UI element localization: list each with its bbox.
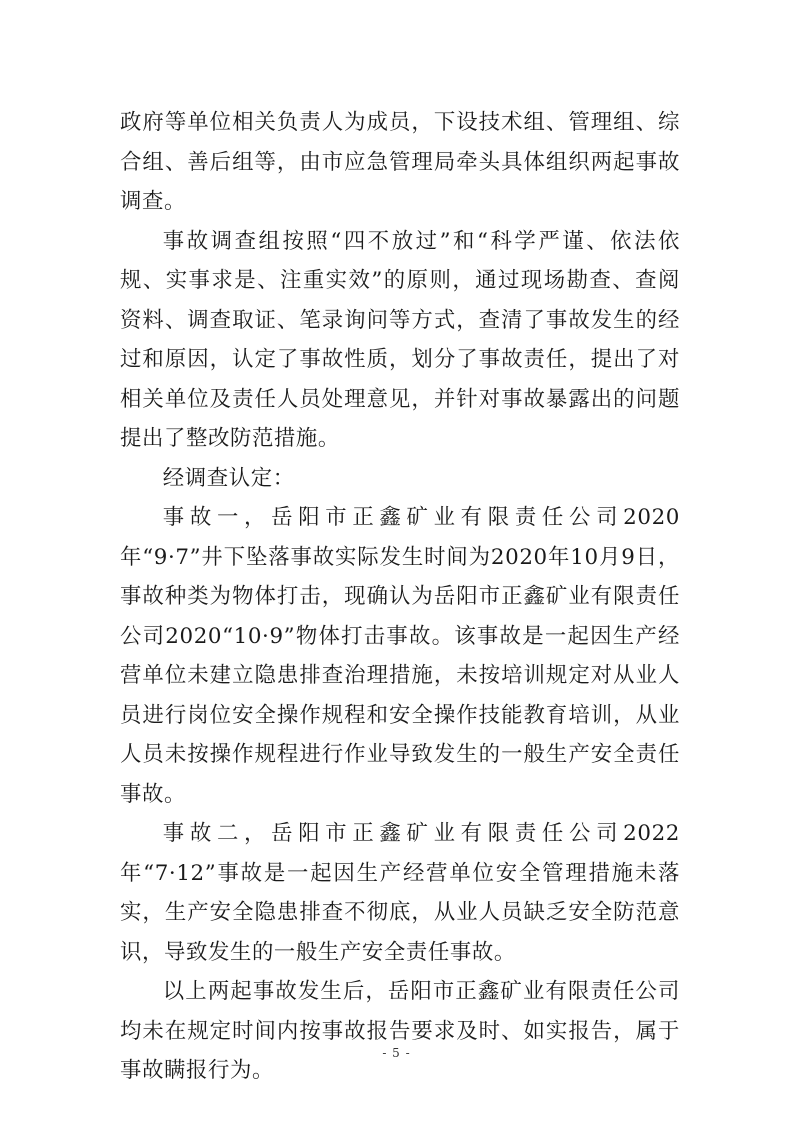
paragraph-accident-two: 事故二，岳阳市正鑫矿业有限责任公司2022年“7·12”事故是一起因生产经营单位安全管理措施未落实，生产安全隐患排查不彻底，从业人员缺乏安全防范意识，导致发生的一般生产安全责任事故。 xyxy=(120,821,680,965)
paragraph-investigation-method: 事故调查组按照“四不放过”和“科学严谨、依法依规、实事求是、注重实效”的原则，通过现场勘查、查阅资料、调查取证、笔录询问等方式，查清了事故发生的经过和原因，认定了事故性质，划分了事故责任，提出了对相关单位及责任人员处理意见，并针对事故暴露出的问题提出了整改防范措施。 xyxy=(120,228,680,451)
paragraph-finding-intro: 经调查认定： xyxy=(162,465,295,491)
paragraph-continuation: 政府等单位相关负责人为成员，下设技术组、管理组、综合组、善后组等，由市应急管理局牵头具体组织两起事故调查。 xyxy=(120,110,680,214)
document-body xyxy=(120,103,680,1091)
paragraph-concealment: 以上两起事故发生后，岳阳市正鑫矿业有限责任公司均未在规定时间内按事故报告要求及时、如实报告，属于事故瞒报行为。 xyxy=(120,979,680,1083)
page-number: - 5 - xyxy=(382,1046,411,1060)
paragraph-accident-one: 事故一，岳阳市正鑫矿业有限责任公司2020年“9·7”井下坠落事故实际发生时间为2020年10月9日，事故种类为物体打击，现确认为岳阳市正鑫矿业有限责任公司2020“10·9”物体打击事故。该事故是一起因生产经营单位未建立隐患排查治理措施，未按培训规定对从业人员进行岗位安全操作规程和安全操作技能教育培训，从业人员未按操作规程进行作业导致发生的一般生产安全责任事故。 xyxy=(120,505,680,807)
